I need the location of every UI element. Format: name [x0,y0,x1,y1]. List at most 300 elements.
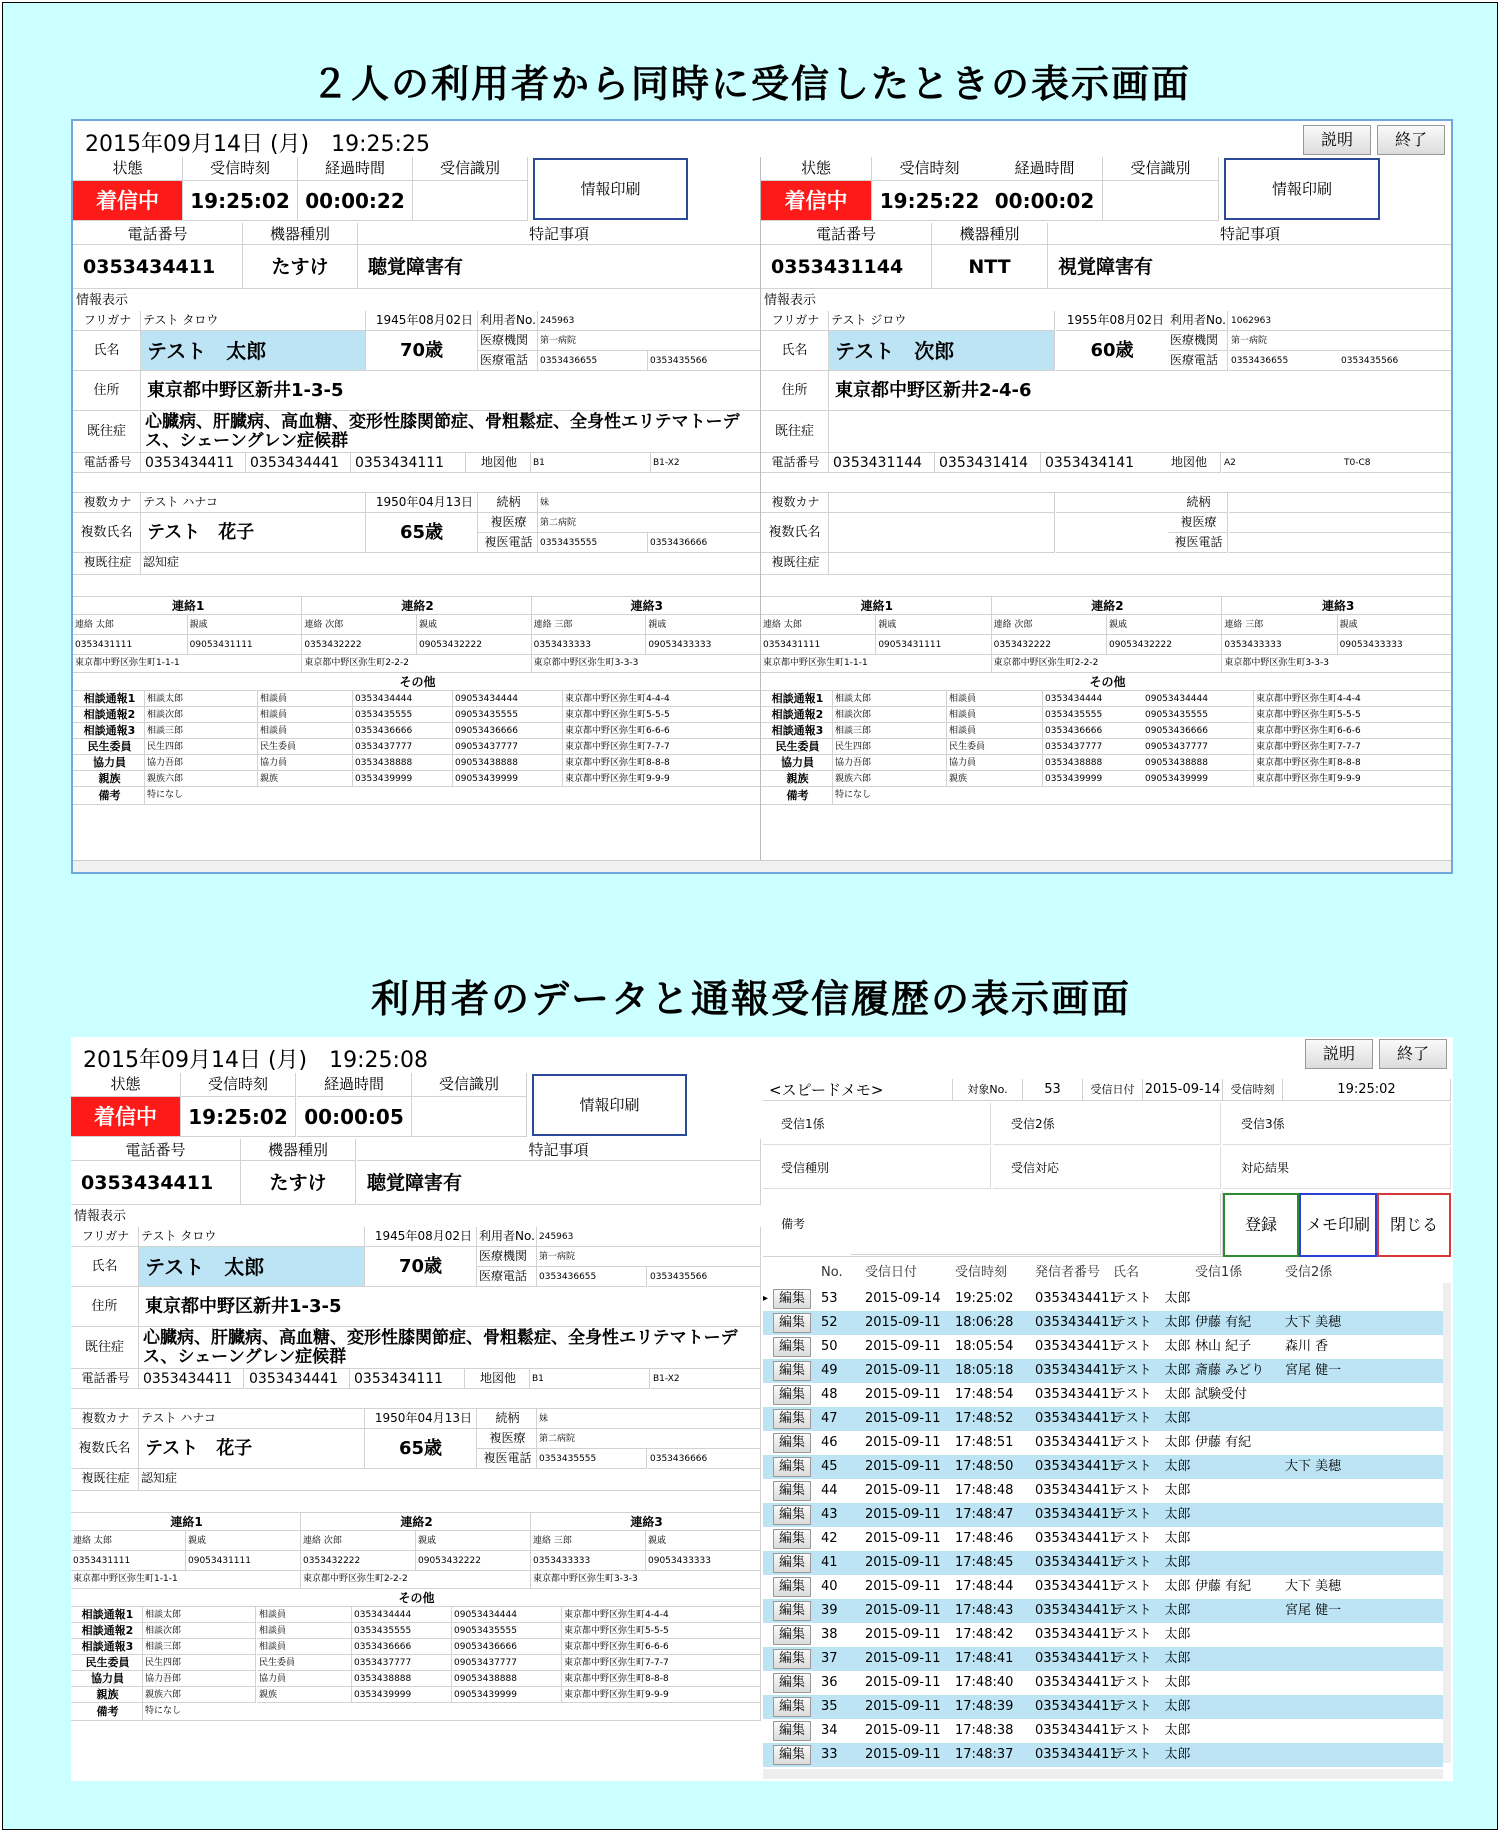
row-cell: 0353434411 [1035,1411,1118,1426]
status-badge: 着信中 [73,181,183,221]
dropdown-value[interactable] [1081,1147,1219,1187]
edit-button[interactable]: 編集 [773,1505,811,1525]
resp-result-dropdown[interactable] [1223,1147,1451,1189]
label-tel: 電話番号 [73,453,141,473]
row-cell: 17:48:46 [955,1531,1014,1546]
edit-button[interactable]: 編集 [773,1673,811,1693]
edit-button[interactable]: 編集 [773,1601,811,1621]
bottom-toolbar [71,1037,1453,1073]
section-info-display: 情報表示 [73,291,761,311]
label-other: その他 [73,673,761,691]
row-cell: 17:48:40 [955,1675,1014,1690]
edit-button[interactable]: 編集 [773,1385,811,1405]
other-cell: 0353439999 [353,771,453,787]
label-remarks: 備考 [73,787,145,805]
label-device: 機器種別 [243,223,358,245]
row-cell: 46 [821,1435,838,1450]
edit-button[interactable]: 編集 [773,1625,811,1645]
edit-button[interactable]: 編集 [773,1409,811,1429]
other-cell: 東京都中野区弥生町4-4-4 [562,1607,761,1623]
other-cell: 民生四郎 [833,739,947,755]
row-cell: 2015-09-11 [865,1363,941,1378]
name-value: テスト 次郎 [829,331,1055,371]
phone-value: 0353434411 [71,1161,241,1205]
help-button[interactable]: 説明 [1305,1039,1373,1069]
label-relation: 続柄 [477,1409,537,1429]
label-recv-id: 受信識別 [413,157,528,181]
recv-type-dropdown[interactable] [763,1147,991,1189]
other-cell: 09053438888 [1143,755,1254,771]
label-relation: 続柄 [478,493,538,513]
other-cell: 09053434444 [1143,691,1254,707]
print-info-button[interactable]: 情報印刷 [533,158,688,220]
label-recv-time: 受信時刻 [183,157,298,181]
med-inst-value: 第一病院 [1229,331,1453,351]
other-cell: 09053438888 [452,1671,562,1687]
section-info-display: 情報表示 [71,1207,761,1227]
table-row[interactable] [763,1335,1443,1359]
other-cell: 0353437777 [353,739,453,755]
row-cell: 33 [821,1747,838,1762]
recv-id-value [412,1097,527,1137]
spacer-row [761,575,1453,597]
label-recv-time: 受信時刻 [1223,1079,1283,1101]
table-row[interactable] [763,1407,1443,1431]
other-cell: 09053434444 [453,691,563,707]
column-header[interactable]: 受信日付 [865,1265,918,1280]
multi-history-value: 認知症 [141,553,761,575]
tel3-value: 0353434111 [350,1369,465,1389]
label-med-tel: 医療電話 [478,351,538,371]
label-med-tel: 医療電話 [1168,351,1228,371]
other-cell: 民生委員 [258,739,353,755]
edit-button[interactable]: 編集 [773,1313,811,1333]
table-row[interactable] [763,1359,1443,1383]
other-cell: 東京都中野区弥生町7-7-7 [562,1655,761,1671]
edit-button[interactable]: 編集 [773,1697,811,1717]
recv1-dropdown[interactable] [763,1103,991,1145]
edit-button[interactable]: 編集 [773,1457,811,1477]
contact-address: 東京都中野区弥生町2-2-2 [992,655,1223,673]
other-cell: 協力員 [947,755,1043,771]
other-cell: 09053439999 [1143,771,1254,787]
label-multi-history: 複既往症 [761,553,829,575]
row-cell: 2015-09-11 [865,1555,941,1570]
label-tel: 電話番号 [761,453,829,473]
table-row[interactable] [763,1503,1443,1527]
label-contact3: 連絡3 [532,597,761,615]
other-cell: 親族六郎 [833,771,947,787]
table-row[interactable] [763,1287,1443,1311]
row-cell: 2015-09-11 [865,1339,941,1354]
column-header[interactable]: 受信1係 [1195,1265,1243,1280]
status-badge: 着信中 [71,1097,181,1137]
other-label: 相談通報2 [71,1623,143,1639]
other-cell: 09053435555 [453,707,563,723]
row-cell: テスト 太郎 [1113,1387,1191,1402]
label-device: 機器種別 [241,1139,356,1161]
row-cell: 17:48:38 [955,1723,1014,1738]
horizontal-scrollbar[interactable] [73,860,1451,872]
row-cell: 2015-09-11 [865,1483,941,1498]
other-cell: 相談次郎 [145,707,258,723]
figure-title-top: ２人の利用者から同時に受信したときの表示画面 [310,62,1191,106]
row-cell: 17:48:47 [955,1507,1014,1522]
row-cell: 2015-09-11 [865,1603,941,1618]
label-address: 住所 [71,1287,139,1327]
device-value: たすけ [243,245,358,289]
help-button[interactable]: 説明 [1303,125,1371,155]
contact-tel1: 0353432222 [992,635,1107,655]
label-notes: 特記事項 [1048,223,1453,245]
recv-resp-dropdown[interactable] [993,1147,1221,1189]
other-cell: 0353437777 [352,1655,452,1671]
row-cell: 17:48:50 [955,1459,1014,1474]
column-header[interactable]: 発信者番号 [1035,1265,1101,1280]
exit-button[interactable]: 終了 [1377,125,1445,155]
dropdown-value[interactable] [1311,1103,1449,1143]
other-label: 親族 [73,771,145,787]
furigana-value: テスト ジロウ [829,311,1055,331]
memo-print-button[interactable]: メモ印刷 [1299,1193,1377,1257]
other-cell: 相談太郎 [143,1607,256,1623]
other-cell: 相談次郎 [833,707,947,723]
other-cell: 相談三郎 [833,723,947,739]
table-row[interactable] [763,1599,1443,1623]
row-cell: 林山 紀子 [1195,1339,1252,1354]
row-cell: 37 [821,1651,838,1666]
table-row[interactable] [763,1431,1443,1455]
med-tel1-value: 0353436655 [1229,351,1340,371]
label-med-inst: 医療機関 [478,331,538,351]
contact-name: 連絡 三郎 [1222,615,1337,635]
address-value: 東京都中野区新井1-3-5 [139,1287,761,1327]
row-cell: 19:25:02 [955,1291,1014,1306]
row-cell: 0353434411 [1035,1531,1118,1546]
other-label: 相談通報2 [73,707,145,723]
notes-value: 視覚障害有 [1048,245,1453,289]
multi-birthdate-value: 1950年04月13日 [366,493,478,513]
caller-panel-1 [73,157,761,861]
column-header[interactable]: No. [821,1265,843,1280]
edit-button[interactable]: 編集 [773,1577,811,1597]
contact-relation: 親戚 [646,615,761,635]
multi-history-value [829,553,1453,575]
other-cell: 東京都中野区弥生町6-6-6 [562,1639,761,1655]
row-cell: 0353434411 [1035,1747,1118,1762]
row-cell: 試験受付 [1195,1387,1248,1402]
figure-title-bottom: 利用者のデータと通報受信履歴の表示画面 [370,977,1131,1021]
row-cell: 0353434411 [1035,1339,1118,1354]
relation-value: 妹 [538,493,761,513]
contact-address: 東京都中野区弥生町2-2-2 [301,1571,531,1589]
edit-button[interactable]: 編集 [773,1721,811,1741]
contact-address: 東京都中野区弥生町2-2-2 [302,655,531,673]
contact-tel2: 09053433333 [646,1551,761,1571]
edit-button[interactable]: 編集 [773,1529,811,1549]
label-furigana: フリガナ [73,311,141,331]
other-label: 協力員 [73,755,145,771]
tel1-value: 0353434411 [139,1369,244,1389]
row-cell: 50 [821,1339,838,1354]
label-tel: 電話番号 [71,1369,139,1389]
edit-button[interactable]: 編集 [773,1289,811,1309]
label-multi-med: 複医療 [478,513,538,533]
table-row[interactable] [763,1551,1443,1575]
label-history: 既往症 [73,411,141,453]
label-recv-id: 受信識別 [1103,157,1219,181]
exit-button[interactable]: 終了 [1379,1039,1447,1069]
label-contact1: 連絡1 [761,597,992,615]
table-row[interactable] [763,1743,1443,1767]
edit-button[interactable]: 編集 [773,1337,811,1357]
table-row[interactable] [763,1575,1443,1599]
med-tel1-value: 0353436655 [537,1267,647,1287]
section-info-display: 情報表示 [761,291,1453,311]
row-cell: 39 [821,1603,838,1618]
row-cell: 17:48:44 [955,1579,1014,1594]
map2-value: B1-X2 [651,453,761,473]
tel2-value: 0353434441 [246,453,351,473]
other-cell: 相談員 [257,1623,352,1639]
multi-kana-value: テスト ハナコ [139,1409,365,1429]
med-tel2-value: 0353435566 [648,1267,761,1287]
other-label: 相談通報3 [761,723,833,739]
other-cell: 09053436666 [1143,723,1254,739]
history-value: 心臓病、肝臓病、高血糖、変形性膝関節症、骨粗鬆症、全身性エリテマトーデス、シェーングレン症候群 [141,411,761,453]
label-relation: 続柄 [1168,493,1228,513]
dropdown-value[interactable] [851,1103,989,1143]
row-cell: テスト 太郎 [1113,1459,1191,1474]
label-device: 機器種別 [932,223,1048,245]
contact-address: 東京都中野区弥生町3-3-3 [532,655,761,673]
column-header[interactable]: 受信2係 [1285,1265,1333,1280]
row-cell: 0353434411 [1035,1675,1118,1690]
other-cell: 東京都中野区弥生町8-8-8 [562,1671,761,1687]
recv2-dropdown[interactable] [993,1103,1221,1145]
other-cell: 東京都中野区弥生町7-7-7 [563,739,761,755]
relation-value: 妹 [537,1409,761,1429]
label-multi-history: 複既往症 [73,553,141,575]
table-row[interactable] [763,1695,1443,1719]
contact-tel2: 09053431111 [188,635,303,655]
label-phone: 電話番号 [71,1139,241,1161]
other-cell: 東京都中野区弥生町5-5-5 [563,707,761,723]
spacer-row [71,1389,761,1409]
row-cell: 0353434411 [1035,1579,1118,1594]
contact-relation: 親戚 [646,1531,761,1551]
elapsed-value: 00:00:02 [987,181,1103,221]
dropdown-value[interactable] [851,1147,989,1187]
row-cell: 48 [821,1387,838,1402]
table-row[interactable] [763,1311,1443,1335]
row-cell: 2015-09-11 [865,1651,941,1666]
row-cell: 0353434411 [1035,1435,1118,1450]
multi-history-value: 認知症 [139,1469,761,1491]
user-no-value: 245963 [538,311,761,331]
user-no-value: 245963 [537,1227,761,1247]
row-cell: 2015-09-11 [865,1675,941,1690]
label-name: 氏名 [73,331,141,371]
other-label: 相談通報2 [761,707,833,723]
vertical-scrollbar[interactable] [1443,1283,1451,1763]
table-row[interactable] [763,1527,1443,1551]
edit-button[interactable]: 編集 [773,1481,811,1501]
row-cell: 44 [821,1483,838,1498]
row-cell: 0353434411 [1035,1387,1118,1402]
contact-relation: 親戚 [417,615,532,635]
other-cell: 09053439999 [452,1687,562,1703]
row-cell: 17:48:45 [955,1555,1014,1570]
other-cell: 東京都中野区弥生町7-7-7 [1254,739,1453,755]
close-button[interactable]: 閉じる [1377,1193,1451,1257]
label-multi-med: 複医療 [1168,513,1228,533]
table-row[interactable] [763,1479,1443,1503]
row-cell: 40 [821,1579,838,1594]
label-map: 地図他 [465,1369,530,1389]
other-cell: 東京都中野区弥生町8-8-8 [1254,755,1453,771]
other-cell: 相談員 [257,1639,352,1655]
label-med-inst: 医療機関 [477,1247,537,1267]
table-row[interactable] [763,1671,1443,1695]
row-cell: 0353434411 [1035,1723,1118,1738]
label-multi-kana: 複数カナ [71,1409,139,1429]
contact-name: 連絡 次郎 [992,615,1107,635]
row-cell: 2015-09-11 [865,1459,941,1474]
row-cell: 17:48:43 [955,1603,1014,1618]
map1-value: B1 [530,1369,650,1389]
other-cell: 東京都中野区弥生町8-8-8 [563,755,761,771]
row-cell: テスト 太郎 [1113,1339,1191,1354]
contact-tel2: 09053432222 [417,635,532,655]
edit-button[interactable]: 編集 [773,1433,811,1453]
print-info-button[interactable]: 情報印刷 [1224,158,1380,220]
label-contact3: 連絡3 [1222,597,1453,615]
label-other: その他 [761,673,1453,691]
label-contact2: 連絡2 [992,597,1223,615]
dropdown-label: 受信1係 [781,1117,825,1131]
row-cell: 17:48:48 [955,1483,1014,1498]
multi-age-value: 65歳 [366,513,478,553]
label-multi-med-tel: 複医電話 [478,533,538,553]
elapsed-value: 00:00:05 [297,1097,412,1137]
label-elapsed: 経過時間 [987,157,1103,181]
row-cell: 0353434411 [1035,1459,1118,1474]
table-row[interactable] [763,1719,1443,1743]
row-cell: 大下 美穂 [1285,1579,1342,1594]
other-cell: 0353438888 [1043,755,1144,771]
label-address: 住所 [761,371,829,411]
contact-address: 東京都中野区弥生町3-3-3 [531,1571,761,1589]
other-cell: 0353435555 [352,1623,452,1639]
label-recv-time: 受信時刻 [181,1073,296,1097]
other-cell: 0353436666 [1043,723,1144,739]
map2-value: T0-C8 [1342,453,1453,473]
remarks-value: 特になし [143,1703,761,1721]
other-label: 民生委員 [71,1655,143,1671]
dropdown-label: 受信対応 [1011,1161,1060,1175]
table-row[interactable] [763,1383,1443,1407]
label-target-no: 対象No. [953,1079,1023,1101]
edit-button[interactable]: 編集 [773,1553,811,1573]
target-no-value: 53 [1023,1079,1083,1101]
print-info-button[interactable]: 情報印刷 [532,1074,687,1136]
label-user-no: 利用者No. [1168,311,1228,331]
label-multi-med-tel: 複医電話 [1168,533,1228,553]
other-cell: 協力吾郎 [143,1671,256,1687]
med-inst-value: 第一病院 [538,331,761,351]
other-cell: 相談太郎 [145,691,258,707]
contact-tel2: 09053432222 [1107,635,1222,655]
other-cell: 相談員 [258,723,353,739]
multi-med-value [1229,513,1453,533]
row-cell: 2015-09-11 [865,1699,941,1714]
row-cell: 18:05:54 [955,1339,1014,1354]
table-row[interactable] [763,1455,1443,1479]
other-cell: 09053435555 [1143,707,1254,723]
row-cell: テスト 太郎 [1113,1723,1191,1738]
med-tel1-value: 0353436655 [538,351,648,371]
row-cell: テスト 太郎 [1113,1747,1191,1762]
recv3-dropdown[interactable] [1223,1103,1451,1145]
contact-relation: 親戚 [1107,615,1222,635]
other-cell: 民生四郎 [145,739,258,755]
edit-button[interactable]: 編集 [773,1745,811,1765]
horizontal-scrollbar[interactable] [763,1769,1443,1779]
address-value: 東京都中野区新井1-3-5 [141,371,761,411]
other-label: 相談通報1 [761,691,833,707]
other-cell: 09053435555 [452,1623,562,1639]
row-cell: テスト 太郎 [1113,1315,1191,1330]
other-cell: 親族六郎 [143,1687,256,1703]
caller-panel [71,1073,761,1781]
tel1-value: 0353434411 [141,453,246,473]
other-cell: 09053439999 [453,771,563,787]
row-cell: テスト 太郎 [1113,1627,1191,1642]
register-button[interactable]: 登録 [1223,1193,1299,1257]
other-cell: 09053438888 [453,755,563,771]
spacer-row [761,473,1453,493]
row-cell: 0353434411 [1035,1291,1118,1306]
recv-time-value: 19:25:02 [181,1097,296,1137]
column-header[interactable]: 受信時刻 [955,1265,1008,1280]
recv-time-value: 19:25:02 [1283,1079,1451,1101]
row-cell: テスト 太郎 [1113,1363,1191,1378]
other-cell: 親族 [257,1687,352,1703]
table-row[interactable] [763,1647,1443,1671]
dropdown-value[interactable] [1311,1147,1449,1187]
memo-remarks-input[interactable] [851,1193,1221,1255]
edit-button[interactable]: 編集 [773,1361,811,1381]
dropdown-value[interactable] [1081,1103,1219,1143]
row-cell: 0353434411 [1035,1315,1118,1330]
label-user-no: 利用者No. [478,311,538,331]
other-cell: 09053434444 [452,1607,562,1623]
multi-med-value: 第二病院 [538,513,761,533]
other-cell: 0353436666 [352,1639,452,1655]
row-cell: 0353434411 [1035,1651,1118,1666]
table-row[interactable] [763,1623,1443,1647]
row-cell: 43 [821,1507,838,1522]
row-cell: 宮尾 健一 [1285,1603,1342,1618]
edit-button[interactable]: 編集 [773,1649,811,1669]
speed-memo-panel [763,1079,1453,1781]
tel3-value: 0353434111 [351,453,466,473]
row-cell: 18:06:28 [955,1315,1014,1330]
column-header[interactable]: 氏名 [1113,1265,1140,1280]
label-phone: 電話番号 [761,223,932,245]
row-cell: テスト 太郎 [1113,1483,1191,1498]
